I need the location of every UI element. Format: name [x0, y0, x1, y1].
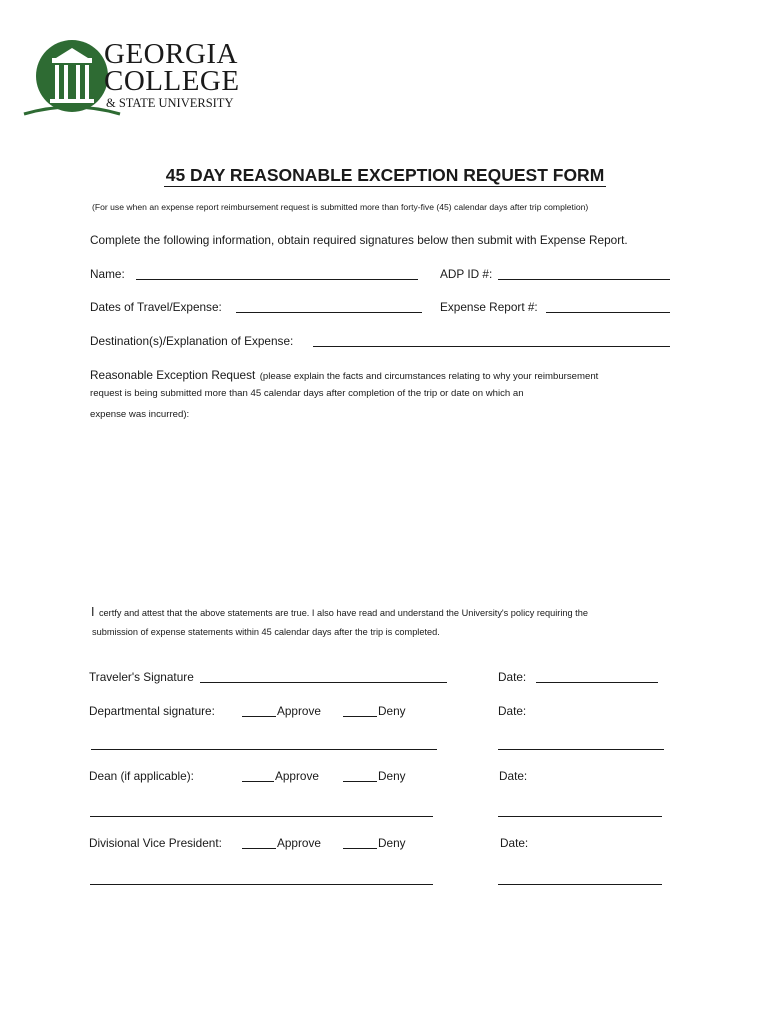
dates-label: Dates of Travel/Expense: — [90, 300, 222, 314]
vp-date-line[interactable] — [498, 873, 662, 885]
departmental-signature-label: Departmental signature: — [89, 704, 215, 718]
departmental-date-line[interactable] — [498, 738, 664, 750]
adp-id-input-line[interactable] — [498, 268, 670, 280]
expense-report-label: Expense Report #: — [440, 300, 538, 314]
logo-line-college: COLLEGE — [104, 65, 240, 97]
dean-signature-label: Dean (if applicable): — [89, 769, 194, 783]
exception-text-1: (please explain the facts and circumstances relating to why your reimbursement — [259, 371, 599, 382]
vp-signature-label: Divisional Vice President: — [89, 836, 222, 850]
traveler-signature-label: Traveler's Signature — [89, 670, 194, 684]
departmental-signature-line[interactable] — [91, 738, 437, 750]
vp-deny-label: Deny — [378, 836, 406, 850]
departmental-date-label: Date: — [498, 704, 527, 718]
traveler-signature-line[interactable] — [200, 671, 447, 683]
traveler-date-line[interactable] — [536, 671, 658, 683]
dean-date-label: Date: — [499, 769, 528, 783]
form-instructions: Complete the following information, obtain required signatures below then submit with Expense Report. — [90, 233, 628, 247]
dean-deny-line[interactable] — [343, 770, 377, 782]
exception-text-2: request is being submitted more than 45 calendar days after completion of the trip or date on which an — [90, 388, 524, 399]
dates-input-line[interactable] — [236, 301, 422, 313]
dean-date-line[interactable] — [498, 805, 662, 817]
vp-approve-label: Approve — [277, 836, 321, 850]
expense-report-input-line[interactable] — [546, 301, 670, 313]
exception-heading: Reasonable Exception Request — [90, 368, 256, 382]
name-input-line[interactable] — [136, 268, 418, 280]
departmental-approve-line[interactable] — [242, 705, 276, 717]
logo-line-georgia: GEORGIA — [104, 38, 238, 70]
university-logo — [22, 38, 252, 118]
dean-signature-line[interactable] — [90, 805, 433, 817]
certify-initial: I — [91, 605, 95, 619]
exception-text-3: expense was incurred): — [90, 409, 190, 420]
destination-label: Destination(s)/Explanation of Expense: — [90, 334, 294, 348]
departmental-approve-label: Approve — [277, 704, 321, 718]
traveler-date-label: Date: — [498, 670, 527, 684]
vp-signature-line[interactable] — [90, 873, 433, 885]
departmental-deny-label: Deny — [378, 704, 406, 718]
certify-line-1 — [91, 603, 588, 621]
exception-line-1 — [90, 366, 598, 384]
destination-input-line[interactable] — [313, 335, 670, 347]
name-label: Name: — [90, 267, 125, 281]
dean-approve-label: Approve — [275, 769, 319, 783]
certify-text-2: submission of expense statements within 45 calendar days after the trip is completed. — [92, 627, 440, 637]
dean-deny-label: Deny — [378, 769, 406, 783]
vp-date-label: Date: — [500, 836, 529, 850]
logo-line-state-university: & STATE UNIVERSITY — [106, 96, 234, 110]
departmental-deny-line[interactable] — [343, 705, 377, 717]
adp-id-label: ADP ID #: — [440, 267, 493, 281]
form-subtitle: (For use when an expense report reimbursement request is submitted more than forty-five (45) calendar days after trip completion) — [92, 202, 589, 212]
vp-approve-line[interactable] — [242, 837, 276, 849]
form-title: 45 DAY REASONABLE EXCEPTION REQUEST FORM — [165, 165, 605, 185]
vp-deny-line[interactable] — [343, 837, 377, 849]
exception-explanation-area[interactable] — [90, 428, 680, 593]
dean-approve-line[interactable] — [242, 770, 274, 782]
certify-text-1: certfy and attest that the above statements are true. I also have read and understand the University's policy requiring the — [98, 608, 588, 618]
